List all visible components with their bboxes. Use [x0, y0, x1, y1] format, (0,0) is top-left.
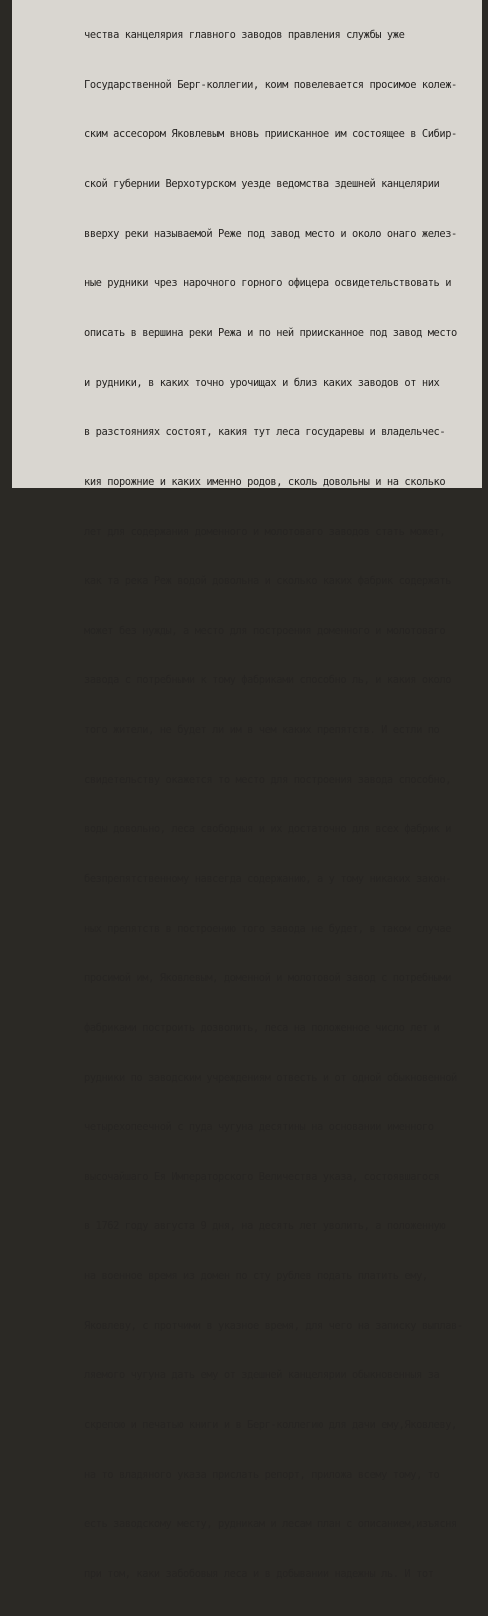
- text-line: на военное время из домен по сту рублев подать платить ему,: [84, 1270, 428, 1283]
- text-line: и рудники, в каких точно урочищах и близ каких заводов от них: [84, 376, 440, 389]
- text-line: скрепою и печатью книги и в Берг-коллегию для дачи ему,Яковлеву,: [84, 1419, 457, 1432]
- text-line: может без нужды, а место для построения доменного и молотоваго: [84, 624, 446, 637]
- text-line: завода с потребными к тому фабриками способно ль, и какия около: [84, 674, 452, 687]
- text-line: рудники по заводским учреждениям отвесть и от одной обыкновенной: [84, 1071, 457, 1084]
- text-line: Государственной Берг-коллегии, коим повелевается просимое колеж-: [84, 78, 457, 91]
- document-text: [84, 0, 480, 1616]
- text-line: в 1762 году августа 9 дня, на десять лет уволить, а положенную: [84, 1220, 446, 1233]
- text-line: четырехопеечной с пуда чугуна десятины на основании именного: [84, 1121, 434, 1134]
- text-line: высочайшаго Ея Императорского Величества указа, состоявшагося: [84, 1170, 440, 1183]
- text-line: чества канцелярия главного заводов правления службы уже: [84, 29, 405, 42]
- text-line: вверху реки называемой Реже под завод место и около онаго желез-: [84, 227, 457, 240]
- text-line: просимой им, Яковлевым, доменной и молотовой завод с потребными: [84, 972, 452, 985]
- text-line: ные рудники чрез нарочного горного офицера освидетельствовать и: [84, 277, 452, 290]
- text-line: на то владяного указа прислать репорт, приложа всему тому, то: [84, 1468, 440, 1481]
- text-line: при том, каки забобовыя леса и в добывании надежны ль. И тот: [84, 1567, 434, 1580]
- text-line: безпрепятственному навсегда содержанию, а у тому никаких закон-: [84, 872, 452, 885]
- text-line: кия порожние и каких именно родов, сколь довольны и на сколько: [84, 475, 446, 488]
- text-line: в разстояниях состоят, какия тут леса государевы и владельчес-: [84, 426, 446, 439]
- document-page: [12, 0, 482, 1580]
- text-line: фабриками построить дозволить, леса на положенное число лет и: [84, 1021, 440, 1034]
- text-line: как та река Реж водой довольна и сколько каких фабрик содержать: [84, 575, 452, 588]
- text-line: свидетельству окажется то место для построения завода способно,: [84, 773, 452, 786]
- text-line: ским ассесором Яковлевым вновь приисканное им состоящее в Сибир-: [84, 128, 457, 141]
- text-line: лет для содержания доменного и молотоваго заводов стать может,: [84, 525, 446, 538]
- text-line: ных препятств в построению того завода не будет, в таком случае: [84, 922, 452, 935]
- text-line: Яковлеву, с протчими в указное время, для чего на записку выплав-: [84, 1319, 463, 1332]
- text-line: того жители, не будет ли им в чем каких препятств. И естли по: [84, 724, 440, 737]
- text-line: ляемого чугуна дать ему от здешней канцелярии обыкновенныя за: [84, 1369, 440, 1382]
- text-line: описать в вершина реки Режа и по ней приисканное под завод место: [84, 326, 457, 339]
- text-line: есть заводскому месту, рудникам и лесам план с описанием,изъясня: [84, 1518, 457, 1531]
- text-line: ской губернии Верхотурском уезде ведомства здешней канцелярии: [84, 178, 440, 191]
- text-line: воды довольно, леса свободныя и их достаточно для всех фабрик и: [84, 823, 452, 836]
